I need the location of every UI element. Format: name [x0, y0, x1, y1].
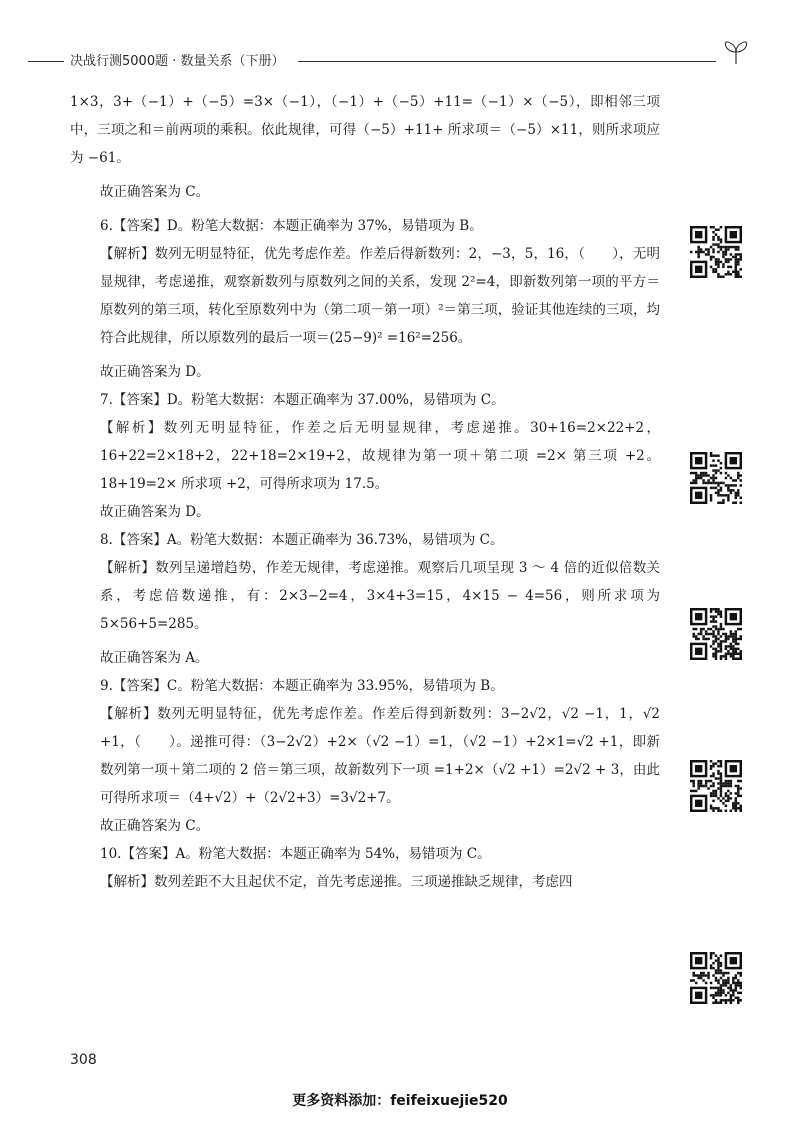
answer-q7: 7.【答案】D。粉笔大数据：本题正确率为 37.00%，易错项为 C。: [100, 392, 505, 408]
answer-q6: 6.【答案】D。粉笔大数据：本题正确率为 37%，易错项为 B。: [100, 218, 483, 234]
qr-code-q9-icon[interactable]: [690, 760, 742, 812]
analysis-q9: 【解析】数列无明显特征，优先考虑作差。作差后得到新数列：3−2√2，√2 −1，1，√2 +1，（ ）。递推可得：（3−2√2）+2×（√2 −1）=1，（√2 −1）+2×1=√2 +1，即新数列第一项＋第二项的 2 倍＝第三项，故新数列下一项 =1+2×（√2 +1）=2√2 + 3，由此可得所求项＝（4+√2）+（2√2+3）=3√2+7。: [100, 706, 660, 806]
paragraph-continuation: 1×3，3+（−1）+（−5）=3×（−1），（−1）+（−5）+11=（−1）×（−5），即相邻三项中，三项之和＝前两项的乘积。依此规律，可得（−5）+11+ 所求项＝（−5）×11，则所求项应为 −61。: [70, 94, 660, 166]
header-rule-right: [298, 61, 716, 62]
conclusion-q7: 故正确答案为 D。: [100, 504, 210, 520]
conclusion-q8: 故正确答案为 A。: [100, 650, 209, 666]
running-header-title: 决战行测5000题 · 数量关系（下册）: [70, 54, 285, 69]
conclusion-q5: 故正确答案为 C。: [100, 184, 210, 200]
qr-code-q7-icon[interactable]: [690, 452, 742, 504]
answer-q9: 9.【答案】C。粉笔大数据：本题正确率为 33.95%，易错项为 B。: [100, 678, 504, 694]
qr-code-q10-icon[interactable]: [690, 952, 742, 1004]
qr-code-q6-icon[interactable]: [690, 226, 742, 278]
header-rule-left: [28, 61, 64, 62]
analysis-q8: 【解析】数列呈递增趋势，作差无规律，考虑递推。观察后几项呈现 3 ～ 4 倍的近似倍数关系，考虑倍数递推，有：2×3−2=4，3×4+3=15，4×15 − 4=56，则所求项为 5×56+5=285。: [100, 560, 660, 632]
analysis-q7: 【解析】数列无明显特征，作差之后无明显规律，考虑递推。30+16=2×22+2，16+22=2×18+2，22+18=2×19+2，故规律为第一项＋第二项 =2× 第三项 +2。18+19=2× 所求项 +2，可得所求项为 17.5。: [100, 420, 660, 492]
footer-note: 更多资料添加：feifeixuejie520: [292, 1093, 508, 1109]
answer-q8: 8.【答案】A。粉笔大数据：本题正确率为 36.73%，易错项为 C。: [100, 532, 504, 548]
conclusion-q9: 故正确答案为 C。: [100, 818, 210, 834]
analysis-q6: 【解析】数列无明显特征，优先考虑作差。作差后得新数列：2，−3，5，16，（ ），无明显规律，考虑递推，观察新数列与原数列之间的关系，发现 2²=4，即新数列第一项的平方＝原数列的第三项，转化至原数列中为（第二项－第一项）²＝第三项，验证其他连续的三项，均符合此规律，所以原数列的最后一项＝(25−9)² =16²=256。: [100, 246, 660, 346]
answer-q10: 10.【答案】A。粉笔大数据：本题正确率为 54%，易错项为 C。: [100, 846, 491, 862]
analysis-q10: 【解析】数列差距不大且起伏不定，首先考虑递推。三项递推缺乏规律，考虑四: [100, 874, 573, 890]
qr-code-q8-icon[interactable]: [690, 608, 742, 660]
body-text: [70, 88, 660, 896]
conclusion-q6: 故正确答案为 D。: [100, 364, 210, 380]
sprout-icon: [716, 40, 756, 66]
page-number: 308: [70, 1052, 97, 1068]
